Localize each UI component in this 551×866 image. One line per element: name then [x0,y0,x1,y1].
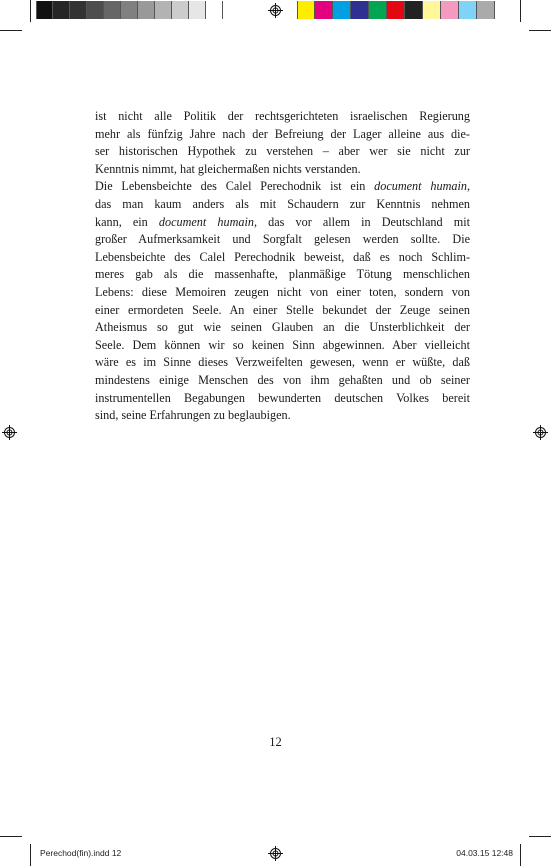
text-run: Lebensbeichte des Calel Perechodnik beweist, daß es noch Schlim- [95,249,470,264]
registration-mark-bottom-icon [268,846,283,861]
text-run: instrumentellen Begabungen bewunderten deutschen Volkes bereit [95,390,470,405]
crop-mark-top-left-v [30,0,31,22]
text-run: sind, seine Erfahrungen zu beglaubigen. [95,408,291,423]
text-run: Atheismus so gut wie seinen Glauben an die Unsterblichkeit der [95,320,470,335]
italic-phrase: document humain [374,179,467,194]
registration-mark-left-icon [2,425,17,440]
text-line [95,108,470,126]
text-line [95,196,470,214]
body-text [95,108,470,425]
text-line [95,407,470,425]
gray-swatch-5 [121,1,138,19]
color-swatch-1 [315,1,333,19]
text-run: ist nicht alle Politik der rechtsgerichteten israelischen Regierung [95,109,470,123]
crop-mark-top-right-h [529,30,551,31]
text-run: , [466,179,470,194]
gray-swatch-2 [70,1,87,19]
text-line [95,372,470,390]
registration-mark-top-icon [268,3,283,18]
text-line [95,354,470,372]
text-run: mehr als fünfzig Jahre nach der Befreiung der Lager alleine aus die- [95,126,470,141]
color-swatch-4 [369,1,387,19]
text-run: großer Aufmerksamkeit und Sorgfalt gelesen werden sollte. Die [95,232,470,247]
gray-swatch-8 [172,1,189,19]
text-line [95,284,470,302]
page-number: 12 [269,735,282,749]
color-swatch-9 [459,1,477,19]
gray-swatch-9 [189,1,206,19]
text-line [95,266,470,284]
gray-swatch-6 [138,1,155,19]
color-swatch-2 [333,1,351,19]
color-swatch-10 [477,1,495,19]
text-run: Kenntnis nimmt, hat gleichermaßen nichts verstanden. [95,161,361,176]
text-run: ser historischen Hypothek zu verstehen – aber wer sie nicht zur [95,144,470,159]
text-run: Die Lebensbeichte des Calel Perechodnik ist ein [95,179,375,194]
color-colorbar [297,1,495,19]
crop-mark-bottom-left-v [30,844,31,866]
crop-mark-bottom-right-v [520,844,521,866]
text-line [95,302,470,320]
text-run: wäre es im Sinne dieses Verzweifelten gewesen, wenn er wüßte, daß [95,355,470,370]
color-swatch-5 [387,1,405,19]
text-run: einer ermordeten Seele. An einer Stelle bekundet der Zeuge seinen [95,302,470,317]
text-line [95,231,470,249]
color-swatch-0 [297,1,315,19]
gray-swatch-3 [87,1,104,19]
text-run: Seele. Dem können wir so keinen Sinn abgewinnen. Aber vielleicht [95,337,470,352]
crop-mark-top-left-h [0,30,22,31]
slug-filename: Perechod(fin).indd 12 [40,848,122,858]
italic-phrase: document humain [158,214,254,229]
gray-swatch-0 [36,1,53,19]
text-run: Lebens: diese Memoiren zeugen nicht von einer toten, sondern von [95,284,470,299]
gray-swatch-4 [104,1,121,19]
text-line [95,319,470,337]
text-line [95,390,470,408]
crop-mark-top-right-v [520,0,521,22]
text-run: das man kaum anders als mit Schaudern zur Kenntnis nehmen [95,196,470,211]
text-line [95,214,470,232]
gray-swatch-10 [206,1,223,19]
text-run: meres gab als die massenhafte, planmäßige Tötung menschlichen [95,267,470,282]
gray-swatch-1 [53,1,70,19]
color-swatch-6 [405,1,423,19]
text-line [95,161,470,179]
text-line [95,249,470,267]
text-line [95,143,470,161]
text-run: mindestens einige Menschen des von ihm gehaßten und ob seiner [95,372,470,387]
text-line [95,126,470,144]
crop-mark-bottom-right-h [529,836,551,837]
color-swatch-7 [423,1,441,19]
crop-mark-bottom-left-h [0,836,22,837]
registration-mark-right-icon [533,425,548,440]
slug-timestamp: 04.03.15 12:48 [456,848,513,858]
gray-swatch-7 [155,1,172,19]
color-swatch-3 [351,1,369,19]
text-line [95,178,470,196]
text-run: , das vor allem in Deutschland mit [253,214,470,229]
text-run: kann, ein [95,214,159,229]
text-line [95,337,470,355]
grayscale-colorbar [36,1,223,19]
color-swatch-8 [441,1,459,19]
